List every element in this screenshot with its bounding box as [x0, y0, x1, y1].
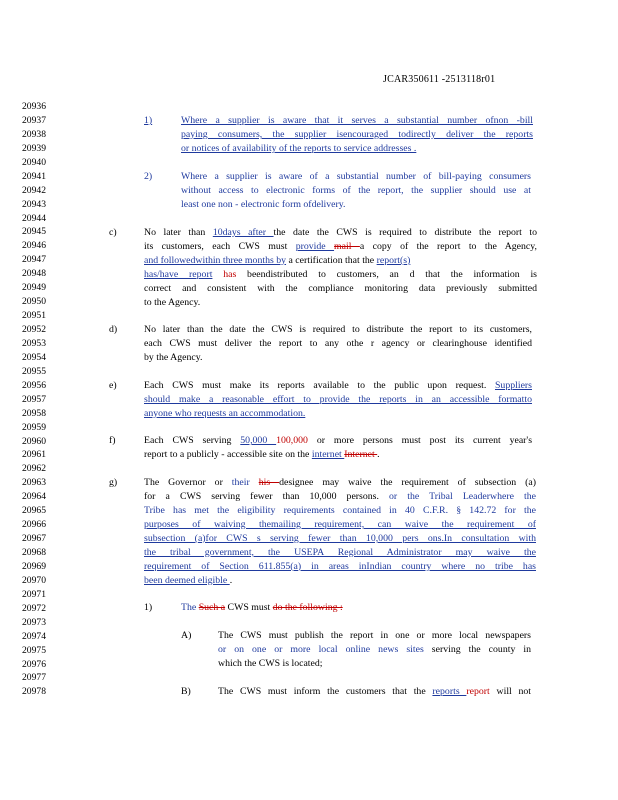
- text-run: his: [258, 477, 280, 488]
- text-line: [144, 518, 536, 532]
- line-number: 20949: [22, 282, 46, 294]
- text-run: :: [339, 602, 343, 613]
- line-number: 20966: [22, 519, 46, 531]
- item-label-d: d): [109, 324, 118, 335]
- text-run: Suppliers: [494, 380, 532, 391]
- text-line: [144, 476, 536, 490]
- line-number: 20972: [22, 602, 46, 614]
- line-number: 20946: [22, 240, 46, 252]
- text-run: each CWS must deliver the report to any othe r agency or clearinghouse identified: [144, 337, 532, 349]
- text-line: [144, 448, 532, 462]
- text-run: to the Agency.: [144, 296, 201, 308]
- item-label-e: e): [109, 380, 117, 391]
- line-number: 20942: [22, 184, 46, 196]
- text-run: has: [212, 268, 237, 280]
- paragraph-e: [144, 379, 532, 421]
- line-number: 20955: [22, 365, 46, 377]
- text-run: least one non - electronic form ofdelivery.: [181, 198, 346, 210]
- text-run: by the Agency.: [144, 351, 203, 363]
- text-run: Internet: [344, 448, 378, 460]
- line-number: 20969: [22, 560, 46, 572]
- line-number: 20944: [22, 212, 46, 224]
- line-number: 20945: [22, 226, 46, 238]
- text-run: or notices of availability of the reports to service addresses .: [181, 142, 417, 154]
- item-label-g: g): [109, 477, 118, 488]
- text-run: 1): [144, 115, 153, 126]
- line-number: 20958: [22, 407, 46, 419]
- item-label-A: A): [181, 630, 192, 641]
- text-run: designee may waive the requirement of subsection (a): [279, 477, 536, 488]
- item-label-f: f): [109, 435, 116, 446]
- text-run: purposes of waiving themailing requirement, can waive the requirement of: [144, 518, 536, 530]
- subitem-1-text: [181, 114, 533, 156]
- line-number: 20963: [22, 477, 46, 489]
- text-line: [144, 574, 536, 588]
- text-run: beendistributed to customers, an d that the information is: [236, 268, 537, 280]
- text-line: [144, 407, 532, 421]
- line-number: 20961: [22, 449, 46, 461]
- paragraph-B: [218, 685, 531, 699]
- subitem-2-text: [181, 170, 531, 212]
- paragraph-c: [144, 226, 537, 310]
- line-number: 20976: [22, 658, 46, 670]
- text-run: No later than: [144, 227, 213, 238]
- line-number: 20952: [22, 324, 46, 335]
- line-number: 20941: [22, 170, 46, 182]
- line-number: 20948: [22, 268, 46, 280]
- line-number: 20951: [22, 310, 46, 322]
- text-run: serving the county in: [423, 643, 531, 655]
- paragraph-f: [144, 434, 532, 462]
- text-line: [218, 685, 531, 699]
- text-run: a certification that the: [286, 254, 377, 266]
- line-number: 20968: [22, 547, 46, 558]
- line-number: 20978: [22, 686, 46, 698]
- line-number: 20954: [22, 351, 46, 363]
- paragraph-d: [144, 323, 532, 365]
- text-run: anyone who requests an accommodation.: [144, 407, 306, 419]
- line-number: 20971: [22, 588, 46, 600]
- text-run: their: [231, 477, 259, 488]
- text-run: will not: [489, 686, 532, 697]
- text-run: correct and consistent with the compliance monitoring data previously submitted: [144, 282, 537, 294]
- text-run: paying consumers, the supplier isencouraged todirectly deliver the reports: [181, 128, 533, 140]
- text-run: been deemed eligible: [144, 574, 230, 586]
- text-run: CWS must: [225, 602, 273, 613]
- line-number: 20939: [22, 142, 46, 154]
- text-run: Such a: [198, 602, 226, 613]
- text-run: or on one or more local online news sites: [218, 643, 424, 655]
- text-line: [144, 240, 537, 254]
- text-run: internet: [311, 448, 345, 460]
- text-run: 50,000: [240, 435, 277, 446]
- text-run: do the following: [272, 602, 340, 613]
- line-number: 20938: [22, 128, 46, 140]
- line-number: 20974: [22, 630, 46, 642]
- text-line: [181, 142, 533, 156]
- text-line: [144, 560, 536, 574]
- text-line: [144, 546, 536, 560]
- line-number: 20943: [22, 198, 46, 210]
- line-number: 20973: [22, 616, 46, 628]
- text-run: The CWS must inform the customers that the: [218, 686, 433, 697]
- item-label-c: c): [109, 227, 117, 238]
- text-run: Where a supplier is aware of a substantial number of bill-paying consumers: [181, 171, 531, 182]
- text-line: [144, 268, 537, 282]
- document-id: JCAR350611 -2513118r01: [383, 74, 496, 85]
- item-label-B: B): [181, 686, 191, 697]
- line-number: 20937: [22, 114, 46, 126]
- paragraph-g1: [181, 601, 481, 615]
- text-run: for a CWS serving fewer than 10,000 persons.: [144, 490, 390, 502]
- text-line: [181, 601, 481, 615]
- text-line: [144, 379, 532, 393]
- line-numbers: [22, 100, 62, 699]
- text-run: mail: [334, 240, 360, 252]
- text-run: has/have report: [144, 268, 213, 280]
- text-run: .: [377, 448, 380, 460]
- text-run: the date the CWS is required to distribute the report to: [273, 227, 537, 238]
- text-run: report: [466, 686, 490, 697]
- text-line: [144, 393, 532, 407]
- paragraph-g: [144, 476, 536, 588]
- text-run: and followedwithin three months by: [144, 254, 287, 266]
- line-number: 20953: [22, 337, 46, 349]
- text-line: [144, 490, 536, 504]
- line-number: 20964: [22, 491, 46, 503]
- text-run: without access to electronic forms of the report, the supplier should use at: [181, 184, 531, 196]
- text-line: [144, 226, 537, 240]
- line-number: 20965: [22, 505, 46, 517]
- item-label-2: 2): [144, 171, 153, 182]
- text-run: 10days after: [212, 227, 274, 238]
- line-number: 20970: [22, 574, 46, 586]
- line-number: 20975: [22, 644, 46, 656]
- text-run: Tribe has met the eligibility requirements contained in 40 C.F.R. § 142.72 for the: [144, 504, 536, 516]
- text-run: its customers, each CWS must: [144, 240, 296, 252]
- text-run: Each CWS serving: [144, 435, 241, 446]
- text-run: 100,000: [276, 435, 308, 446]
- text-run: requirement of Section 611.855(a) in areas inIndian country where no tribe has: [144, 560, 536, 572]
- line-number: 20960: [22, 435, 46, 447]
- text-run: No later than the date the CWS is required to distribute the report to its customers,: [144, 324, 532, 335]
- text-run: or more persons must post its current year's: [307, 435, 533, 446]
- line-number: 20947: [22, 254, 46, 266]
- text-run: The Governor or: [144, 477, 232, 488]
- text-run: provide: [295, 240, 335, 252]
- line-number: 20959: [22, 421, 46, 433]
- text-run: Where a supplier is aware that it serves a substantial number ofnon -bill: [181, 115, 533, 126]
- text-run: The: [181, 602, 199, 613]
- line-number: 20936: [22, 101, 46, 112]
- text-line: [144, 434, 532, 448]
- text-run: report(s): [376, 254, 411, 266]
- text-run: .: [229, 574, 233, 586]
- line-number: 20950: [22, 296, 46, 308]
- text-run: which the CWS is located;: [218, 657, 323, 669]
- line-number: 20940: [22, 156, 46, 168]
- text-run: or the Tribal Leaderwhere the: [389, 490, 536, 502]
- text-run: should make a reasonable effort to provide the reports in an accessible formatto: [144, 393, 532, 405]
- text-run: The CWS must publish the report in one or more local newspapers: [218, 630, 531, 641]
- text-run: report to a publicly - accessible site on the: [144, 448, 312, 460]
- line-number: 20962: [22, 463, 46, 475]
- text-line: [144, 254, 537, 268]
- text-run: a copy of the report to the Agency,: [359, 240, 537, 252]
- line-number: 20957: [22, 393, 46, 405]
- text-line: [144, 532, 536, 546]
- line-number: 20977: [22, 672, 46, 684]
- text-line: [144, 504, 536, 518]
- text-run: subsection (a)for CWS s serving fewer than 10,000 pers ons.In consultation with: [144, 532, 536, 544]
- item-label-1: [144, 114, 152, 128]
- text-run: the tribal government, the USEPA Regional Administrator may waive the: [144, 546, 536, 558]
- line-number: 20967: [22, 533, 46, 545]
- line-number: 20956: [22, 379, 46, 391]
- paragraph-A: [218, 629, 531, 671]
- text-run: reports: [432, 686, 467, 697]
- item-label-g1: 1): [144, 602, 153, 613]
- text-run: Each CWS must make its reports available to the public upon request.: [144, 380, 495, 391]
- text-line: [218, 643, 531, 657]
